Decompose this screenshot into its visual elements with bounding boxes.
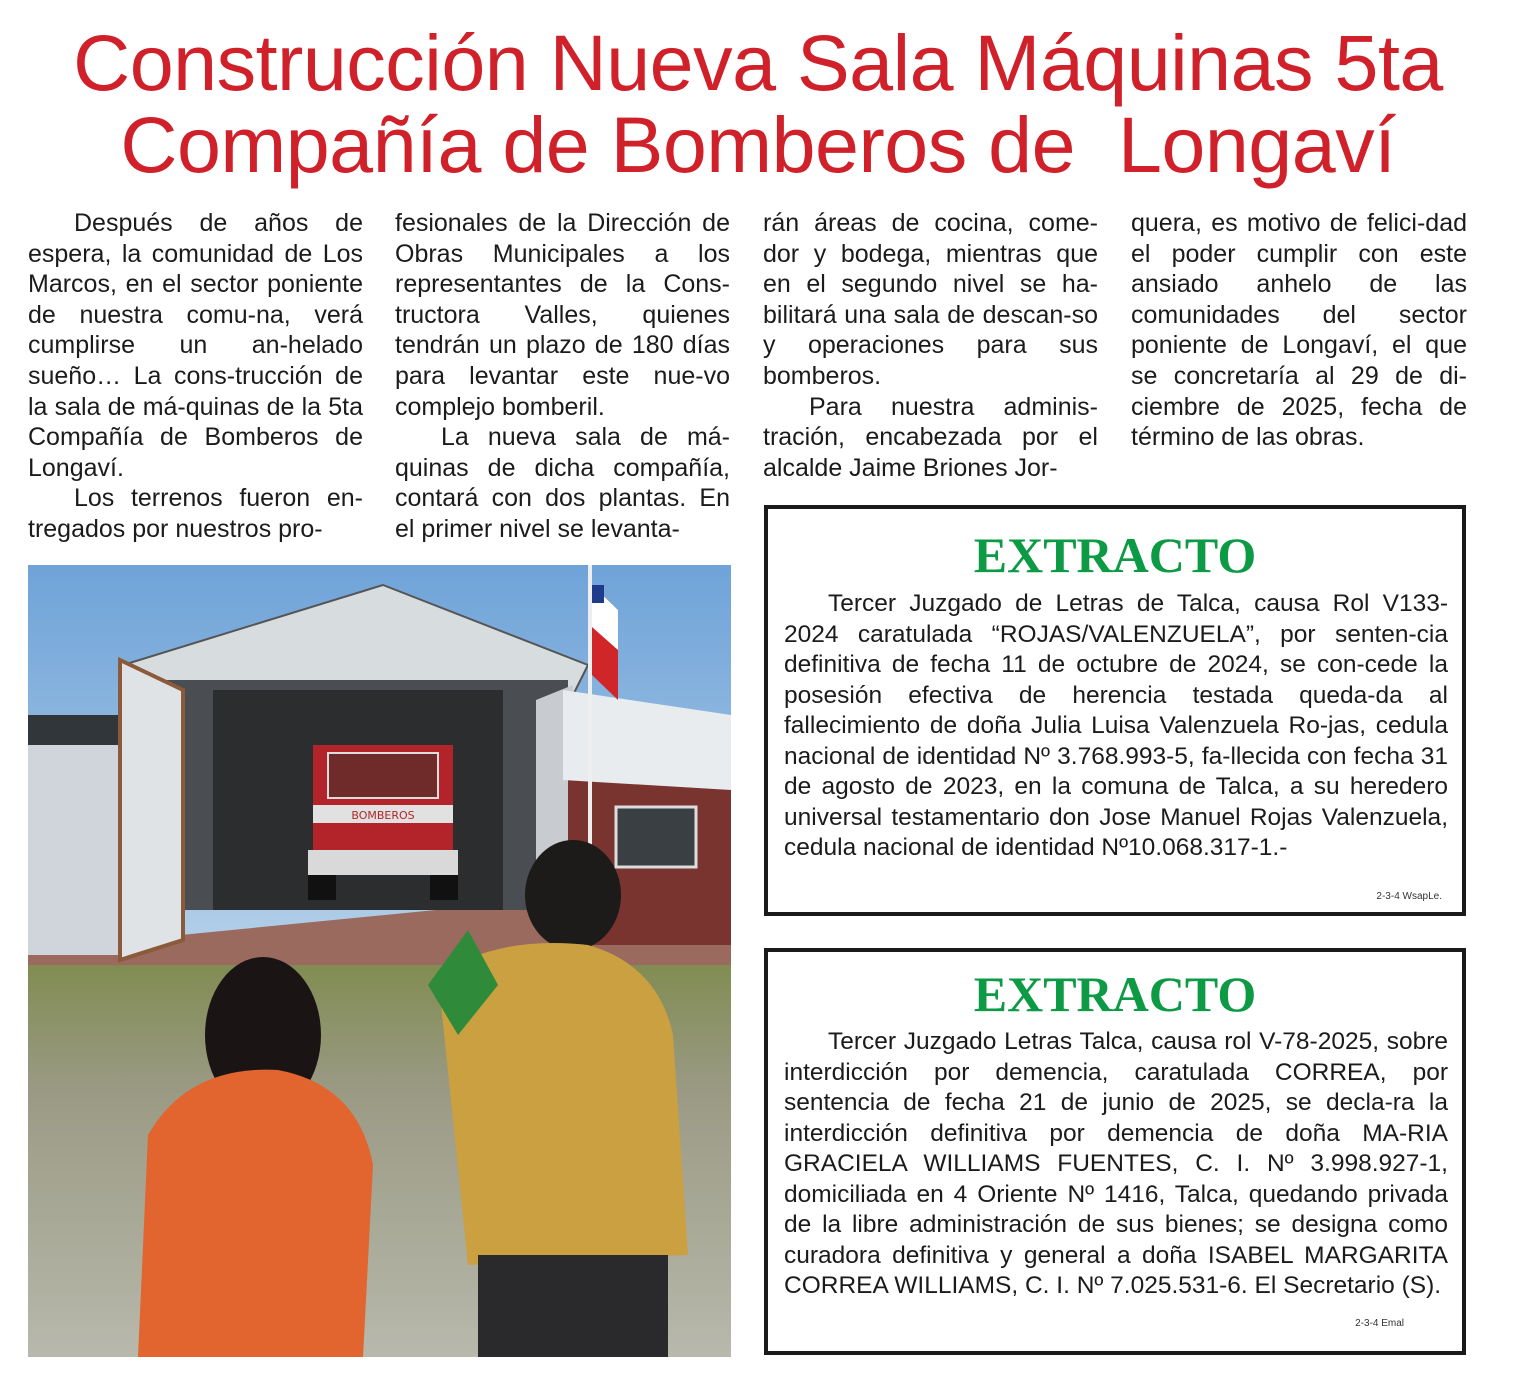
extracto-code: 2-3-4 WsapLe. xyxy=(1376,891,1442,902)
extracto-text: Tercer Juzgado de Letras de Talca, causa Rol V133-2024 caratulada “ROJAS/VALENZUELA”, por senten-cia definitiva de fecha 11 de octubre de 2024, se con-cede la posesión efectiva de herencia testada queda-da al fallecimiento de doña Julia Luisa Valenzuela Ro-jas, cedula nacional de identidad Nº 3.768.993-5, fa-llecida con fecha 31 de agosto de 2023, en la comuna de Talca, a su heredero universal testamentario don Jose Manuel Rojas Valenzuela, cedula nacional de identidad Nº10.068.317-1.- xyxy=(784,590,1448,861)
headline-line-2: Compañía de Bomberos de Longaví xyxy=(120,100,1396,189)
article-photo xyxy=(28,565,731,1357)
article-paragraph: Para nuestra adminis-tración, encabezada por el alcalde Jaime Briones Jor- xyxy=(763,392,1098,482)
extracto-code: 2-3-4 Emal xyxy=(1355,1318,1404,1329)
extracto-box-1 xyxy=(764,505,1466,916)
article-paragraph: La nueva sala de má-quinas de dicha compañía, contará con dos plantas. En el primer nivel se levanta- xyxy=(395,423,730,543)
extracto-body xyxy=(784,1027,1448,1302)
truck-sign: BOMBEROS xyxy=(351,809,415,822)
door-left xyxy=(120,660,183,960)
extracto-text: Tercer Juzgado Letras Talca, causa rol V-78-2025, sobre interdicción por demencia, caratulada CORREA, por sentencia de fecha 21 de junio de 2025, se decla-ra la interdicción definitiva por demencia de doña MA-RIA GRACIELA WILLIAMS FUENTES, C. I. Nº 3.998.927-1, domiciliada en 4 Oriente Nº 1416, Talca, quedando privada de la libre administración de sus bienes; se designa como curadora definitiva y general a doña ISABEL MARGARITA CORREA WILLIAMS, C. I. Nº 7.025.531-6. El Secretario (S). xyxy=(784,1028,1448,1299)
woman-jacket xyxy=(138,1070,373,1357)
article-paragraph: fesionales de la Dirección de Obras Municipales a los representantes de la Cons-tructora Valles, quienes tendrán un plazo de 180 días para levantar este nue-vo complejo bomberil. xyxy=(395,209,730,421)
man-pants xyxy=(478,1255,668,1357)
article-paragraph: quera, es motivo de felici-dad el poder cumplir con este ansiado anhelo de las comunidades del sector poniente de Longaví, el que se concretaría al 29 de di-ciembre de 2025, fecha de término de las obras. xyxy=(1131,209,1467,452)
headline-line-1: Construcción Nueva Sala Máquinas 5ta xyxy=(73,18,1443,107)
article-paragraph: Los terrenos fueron en-tregados por nuestros pro- xyxy=(28,484,363,543)
flag-pole xyxy=(588,565,592,865)
article-column-4 xyxy=(1131,208,1467,453)
article-column-1 xyxy=(28,208,363,545)
man-head xyxy=(525,840,621,950)
extracto-body xyxy=(784,589,1448,864)
article-paragraph: rán áreas de cocina, come-dor y bodega, mientras que en el segundo nivel se ha-bilitará una sala de descan-so y operaciones para sus bomberos. xyxy=(763,209,1098,390)
headline xyxy=(28,18,1488,189)
extracto-heading: EXTRACTO xyxy=(973,966,1257,1022)
extracto-heading: EXTRACTO xyxy=(973,527,1257,583)
extracto-box-2 xyxy=(764,948,1466,1355)
article-paragraph: Después de años de espera, la comunidad de Los Marcos, en el sector poniente de nuestra comu-na, verá cumplirse un an-helado sueño… La cons-trucción de la sala de má-quinas de la 5ta Compañía de Bomberos de Longaví. xyxy=(28,209,363,482)
article-column-3 xyxy=(763,208,1098,483)
article-column-2 xyxy=(395,208,730,545)
